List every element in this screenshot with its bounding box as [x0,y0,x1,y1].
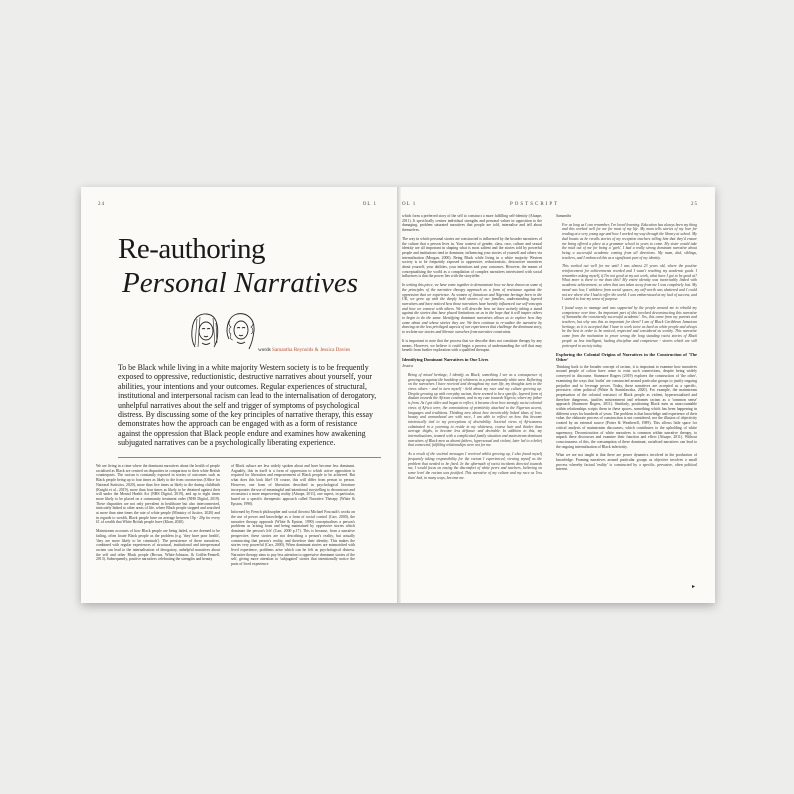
quote-paragraph: I found ways to manage and was supported by the people around me to rebuild my competence over time. An important part of this involved deconstructing this narrative of Samantha the consistently successful academic'. Yes, this came from my parents and teachers, but why was this so important for them? I am of Black Caribbean Jamaican heritage, so it is accepted that I have to work twice as hard as white people and always be the best in order to be noticed, respected and considered as worthy. This narrative came from the motivation to prove wrong the long standing racist stories of Black people as less intelligent, lacking discipline and competence - stories which are still portrayed in society today. [562,305,697,348]
left-column-2 [231,464,355,592]
page-number-right: 25 [691,202,698,207]
right-column-2 [556,214,697,591]
paragraph: of Black culture are less widely spoken about and have become less dominant. Arguably, this in itself is a form of oppression to which active opposition is required for liberation and empowerment of Black people to be achieved. But what does this look like? Of course, this will differ from person to person. However, one form of liberation described in psychological literature incorporates the use of meaningful and intentional storytelling to deconstruct and reconstruct a more empowering reality (Afuape, 2011), one aspect, in particular, based on a specific therapeutic approach called Narrative Therapy (White & Epston, 1990). [231,464,355,506]
paragraph: which form a preferred story of the self to construct a more fulfilling self-identity (Afuape, 2011). It specifically centres individual strengths and personal values in opposition to the damaging, problem saturated narratives that people are told, internalise and tell about themselves. [402,214,542,233]
authors-illustration [185,309,261,351]
paragraph: Mainstream accounts of how Black people are being failed, or are deemed to be failing, often locate Black people as the problem (e.g. 'they have poor health', 'they are more likely to be criminals'). The persistence of these narratives, combined with regular experiences of structural, institutional and interpersonal racism can lead to the internalisation of derogatory, unhelpful narratives about the self and other Black people (Brown, White-Johnson, & Griffin-Fennell, 2013). Subsequently, positive narratives celebrating the strengths and beauty [96,529,220,562]
paragraph: In writing this piece, we have come together to demonstrate how we have drawn on some of the principles of the narrative therapy approach as a form of resistance against the oppression that we experience. As women of Jamaican and Nigerian heritage born in the UK, we grew up with the deeply held stories of our families, understanding layered narratives and have noticed how those narratives have heavily influenced our self-concepts and how we connect with others. We will describe how we have actively taking a stand against the stories that have placed limitations on us in the hope that it will inspire others to begin to do the same. Identifying dominant narratives allows us to explore how they came about and whose stories they are. We then continue to re-author the narrative by drawing on the less privileged aspects of our experiences that challenge the dominant story, to reclaim our stories and liberate ourselves from narrative constraints. [402,283,542,335]
page-number-left: 24 [98,202,105,207]
speaker-name: Samantha [556,214,572,218]
byline-authors: Samantha Reynolds & Jessica Davies [271,347,351,353]
article-title-line1: Re-authoring [118,233,266,265]
left-column-1 [96,464,220,592]
speaker-name: Jessica [402,364,413,369]
right-column-1 [402,214,542,591]
paragraph: What we are not taught is that there are power dynamics involved in the production of knowledge. Framing narratives around particular groups as objective involves a small process whereby factual 'reality' is constructed by a specific, pervasive, often political interest. [556,453,697,472]
article-title-line2: Personal Narratives [122,267,359,299]
gutter-shadow [397,187,401,603]
paragraph: The way in which personal stories are constructed is influenced by the broader narratives of the culture that a person lives in. Your context of gender, class, race, culture and sexual identity are all important in shaping what is most salient and the stories told by powerful people and institutions tend to dominate, influencing your stories of yourself and others via internalisation (Morgan, 2000). Being Black while living in a white majority Western society is to be frequently exposed to oppressive, reductionistic, destructive narratives about yourself, your abilities, your intentions and your outcomes. However, the means of conceptualising the world as a compilation of complex narratives intertwined with social influences is that the power lies with the storyteller. [402,236,542,279]
quote-paragraph: This worked out well for me until I was almost 23 years old, where the positive reinforcement for achievements receded and I wasn't reaching my academic goals. I remember asking myself, if I'm not good at my uni work, what have I got to be good at? What more is there to me than this? My entire identity was inextricably linked with academic achievement, so when that was taken away from me I was completely lost. My mood was low, I withdrew from social spaces, my self-worth was shattered and I could not see where else I had to offer the world. I was embarrassed at my lack of success, and I started to lose my sense of purpose. [562,264,697,302]
quote-paragraph: For as long as I can remember, I've loved learning. Education has always been my thing and this worked well for me for most of my life. My mum tells stories of my love for reading at a very young age and how I worked my way through the library at school. My dad boasts as he recalls stories of my reception teachers telling him that they'd ensure me being offered a place at a grammar school in years to come. My sister would take the mick out of me for being a 'geek'. I had a really strong dominant narrative about being a successful academic coming from all directions. My mum, dad, siblings, teachers, and I embraced this as a significant part of my identity. [562,222,697,260]
quote-paragraph: Being of mixed heritage, I identify as Black, something I see as a consequence of growing up against the backdrop of whiteness in a predominantly white area. Reflecting on the narratives I have received and throughout my own life, my thoughts turn to the views others - and in turn myself - held about my race and my culture growing up. Despite growing up with everyday racism, there seemed to be a specific, layered form of disdain towards the African continent, and in my case towards Nigeria, where my father is from. As I got older and began to reflect, it became clear how strongly racist colonial views of Africa were, the connotations of primitivity attached to the Nigerian accent, languages and traditions. Thinking now about how inextricably linked ideas of love, beauty and womanhood are with race, I am able to reflect on how this became intrinsically tied to my perceptions of desirability. Societal views of Africanness culminated in a yearning to reside in my whiteness, coarse hair and thicker than average thighs, to become less defiance and desirable. In addition to this, my internalisations, teamed with a complicated family situation and mainstream dominant narratives of Black men as absent fathers, hypersexual and violent, later led to a belief that connected, fulfilling relationships were not for me. [408,372,542,448]
section-heading: Identifying Dominant Narratives in Our Lives [402,356,489,362]
paragraph: Informed by French philosopher and social theorist Michael Foucault's works on the use of power and knowledge as a form of social control (Carr, 2000), the narrative therapy approach (White & Epston, 1990) conceptualises a person's problems as 'arising from and being maintained by oppressive stories which dominate the person's life' (Carr, 2000 p.17). This is because, from a narrative perspective, these stories are not describing a person's reality, but actually constructing that person's reality, and therefore their identity. This makes the stories very powerful (Carr, 2000). When dominant stories are mismatched with lived experience, problems arise which can be felt as psychological distress. Narrative therapy aims to pay less attention to oppressive dominant stories of the self, giving more attention to 'subjugated' stories that intentionally notice the parts of lived experience [231,510,355,567]
paragraph: Thinking back to the broader concept of racism, it is important to examine how narratives around people of colour have come to exist such connections, despite being widely conveyed in discourse. Stanmore Rogers (2019) explores the construction of 'the other', examining the ways that 'truths' are constructed around particular groups to justify ongoing prejudice and to leverage power. Today, these narratives are accepted as a specific, pervasive, often political (White & Stanislawska, 2020). For example, the mainstream perpetuation of the colonial construct of Black people as violent, hypersexualised and therefore dangerous, justifies mistreatment and reframes racism as a 'common sense' approach (Stanmore Rogers, 2011). Similarly, positioning Black men as unaccountable within relationships scripts them in these spaces, something which has been happening in different ways for hundreds of years. The problem is that knowledge and experience of their value, the elaborate process of construction is not considered, nor the illusion of objectivity created by an external source (Potter & Weatherell, 1989). This allows little space for critical analysis of mainstream discourses, which contributes to the upholding of white supremacy. Deconstruction of white narratives is common within narrative therapy, to unpack these discourses and examine their function and effect (Afuape, 2011). Without consciousness of this, the consumption of these dominant, racialised narratives can lead to the ongoing internalisation of Black inferiority. [556,364,697,449]
issue-label-right: OL 1 [402,202,417,207]
section-heading: Exploring the Colonial Origins of Narratives in the Construction of 'The Other' [556,352,697,363]
byline [258,347,350,353]
paragraph: It is important to note that the process that we describe does not constitute therapy by any means. However, we believe it could begin a process of understanding the self that may benefit from further exploration with a qualified therapist. [402,338,542,353]
byline-prefix: words [258,347,271,353]
issue-label-left: OL 1 [362,202,377,207]
section-divider [118,457,381,458]
running-head: POSTSCRIPT [510,202,560,207]
quote-paragraph: As a result of the societal messages I received whilst growing up, I also found myself frequently taking responsibility for the racism I experienced, viewing myself as the problem that needed to be fixed. In the aftermath of racist incidents directed towards me, I would focus on easing the discomfort of white peers and teachers, believing on some level the racism was justified. This narrative of my culture and my race as 'less than' had, in many ways, become me. [408,452,542,480]
continue-arrow-icon: ▸ [692,584,696,590]
standfirst: To be Black while living in a white majority Western society is to be frequently exposed to oppressive, reductionistic, destructive narratives about yourself, your abilities, your intentions and your outcomes. Regular experiences of structural, institutional and interpersonal racism can lead to the internalisation of derogatory, unhelpful narratives about the self and trigger of symptoms of psychological distress. By discussing some of the key principles of narrative therapy, this essay demonstrates how the approach can be engaged with as a form of resistance against the oppression that Black people endure and examines how awakening subjugated narratives can be a psychologically liberating experience. [118,363,377,448]
paragraph: We are living in a time where the dominant narratives about the health of people racialised as Black are centred on disparities in comparison to their white British counterparts. The racism is constantly exposed in stories of outcomes such as Black people being up to four times as likely to die from coronavirus (Office for National Statistics, 2020), more than five times as likely to die during childbirth (Knight et al., 2019), more than four times as likely to be detained against their will under the Mental Health Act (NHS Digital, 2019), and up to eight times more likely to be placed on a community treatment order (NHS Digital, 2019). These disparities are not only prevalent in healthcare but also interconnected, intricately linked to other areas of life, where Black people stopped and searched at more than nine times the rate of white people (Ministry of Justice, 2020) and in regards to wealth, Black people have on average between 10p - 20p for every £1 of wealth that White British people have (Khan, 2020). [96,464,220,525]
